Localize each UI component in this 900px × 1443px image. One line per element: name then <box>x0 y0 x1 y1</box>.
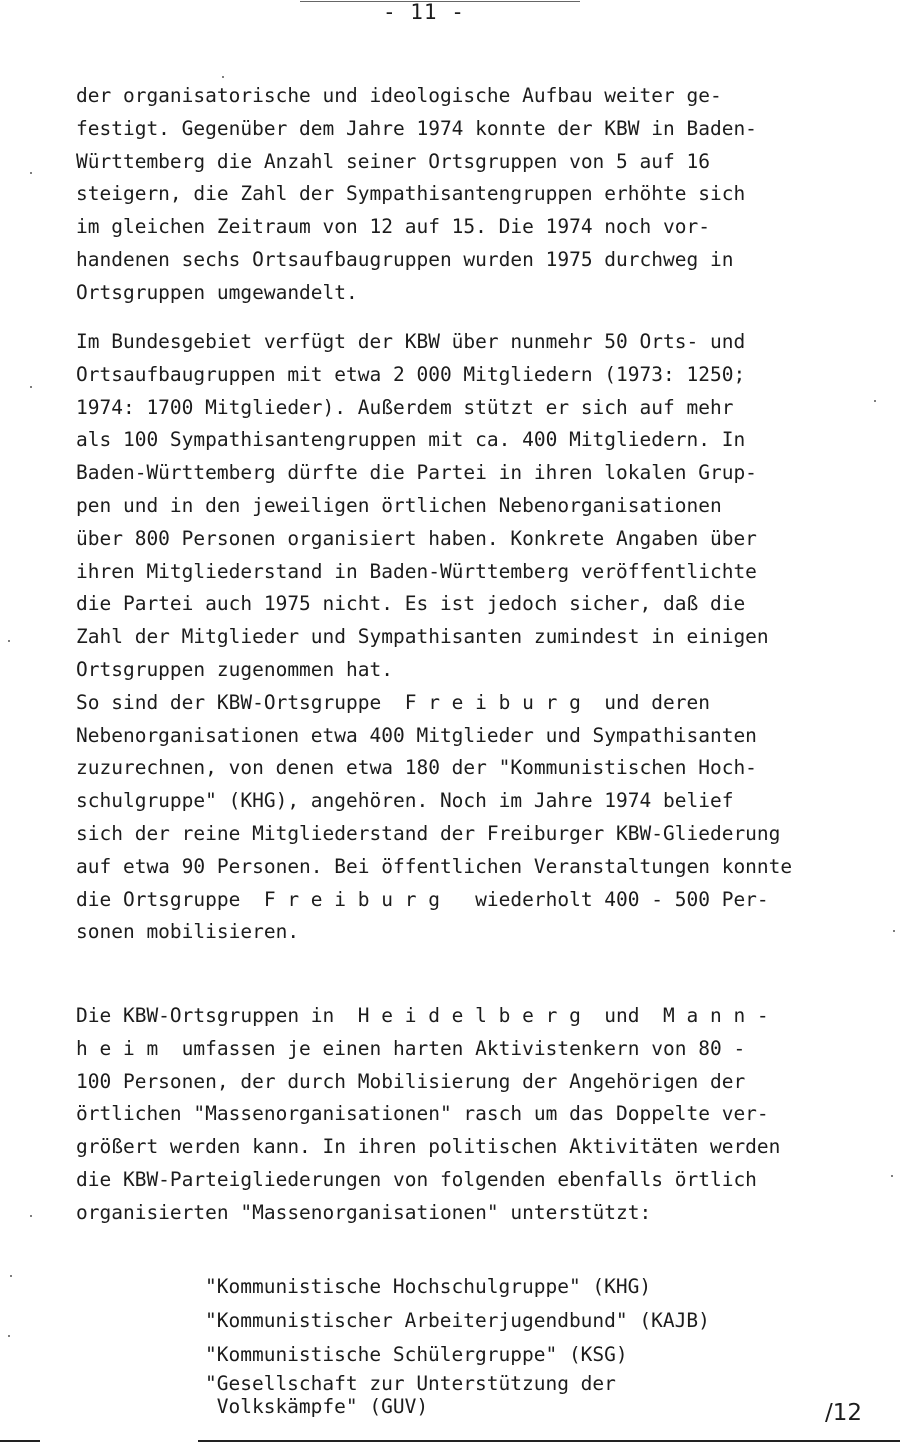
text-line: Baden-Württemberg dürfte die Partei in ihren lokalen Grup- <box>76 461 757 485</box>
scan-speck <box>891 1175 893 1177</box>
text-line: steigern, die Zahl der Sympathisantengruppen erhöhte sich <box>76 182 746 206</box>
text-line: pen und in den jeweiligen örtlichen Nebenorganisationen <box>76 493 722 517</box>
text-line: die KBW-Parteigliederungen von folgenden ebenfalls örtlich <box>76 1167 757 1191</box>
text-line: So sind der KBW-Ortsgruppe F r e i b u r g und deren <box>76 690 710 714</box>
text-line: ihren Mitgliederstand in Baden-Württemberg veröffentlichte <box>76 559 757 583</box>
text-line: der organisatorische und ideologische Aufbau weiter ge- <box>76 84 722 107</box>
paragraph-1 <box>76 80 757 310</box>
text-line: zuzurechnen, von denen etwa 180 der "Kommunistischen Hoch- <box>76 756 757 780</box>
organization-name: "Kommunistische Hochschulgruppe" (KHG) <box>205 1275 652 1298</box>
text-line: Nebenorganisationen etwa 400 Mitglieder und Sympathisanten <box>76 723 757 747</box>
list-item <box>205 1338 710 1372</box>
scan-speck <box>8 640 10 642</box>
paragraph-2 <box>76 326 792 949</box>
bottom-rule-right <box>198 1440 900 1442</box>
organization-name: "Gesellschaft zur Unterstützung der <box>205 1372 616 1395</box>
text-line: h e i m umfassen je einen harten Aktivistenkern von 80 - <box>76 1036 746 1060</box>
page-number: - 11 - <box>383 0 465 24</box>
text-line: Im Bundesgebiet verfügt der KBW über nunmehr 50 Orts- und <box>76 330 746 353</box>
text-line: im gleichen Zeitraum von 12 auf 15. Die 1974 noch vor- <box>76 215 710 239</box>
organization-name: "Kommunistischer Arbeiterjugendbund" (KAJB) <box>205 1309 710 1332</box>
text-line: größert werden kann. In ihren politischen Aktivitäten werden <box>76 1135 781 1159</box>
text-line: auf etwa 90 Personen. Bei öffentlichen Veranstaltungen konnte <box>76 854 793 878</box>
text-line: die Partei auch 1975 nicht. Es ist jedoch sicher, daß die <box>76 592 746 616</box>
organization-name: "Kommunistische Schülergruppe" (KSG) <box>205 1343 628 1366</box>
scan-speck <box>222 76 224 78</box>
next-page-marker: /12 <box>825 1400 863 1426</box>
text-line: Ortsgruppen zugenommen hat. <box>76 657 393 681</box>
text-line: sich der reine Mitgliederstand der Freiburger KBW-Gliederung <box>76 821 781 845</box>
text-line: 100 Personen, der durch Mobilisierung der Angehörigen der <box>76 1069 746 1093</box>
list-item <box>205 1372 710 1418</box>
text-line: Die KBW-Ortsgruppen in H e i d e l b e r g und M a n n - <box>76 1004 769 1027</box>
text-line: örtlichen "Massenorganisationen" rasch um das Doppelte ver- <box>76 1102 769 1126</box>
scan-speck <box>8 1335 10 1337</box>
text-line: über 800 Personen organisiert haben. Konkrete Angaben über <box>76 526 757 550</box>
text-line: Ortsgruppen umgewandelt. <box>76 280 358 304</box>
text-line: als 100 Sympathisantengruppen mit ca. 400 Mitgliedern. In <box>76 428 746 452</box>
bottom-rule-left <box>0 1440 40 1442</box>
text-line: schulgruppe" (KHG), angehören. Noch im Jahre 1974 belief <box>76 789 734 813</box>
text-line: Zahl der Mitglieder und Sympathisanten zumindest in einigen <box>76 625 769 649</box>
list-item <box>205 1304 710 1338</box>
list-item <box>205 1270 710 1304</box>
paragraph-3 <box>76 1000 780 1230</box>
organization-list <box>205 1270 710 1418</box>
scan-speck <box>10 1275 12 1277</box>
scan-speck <box>30 172 32 174</box>
scan-speck <box>893 930 895 932</box>
text-line: festigt. Gegenüber dem Jahre 1974 konnte der KBW in Baden- <box>76 116 757 140</box>
text-line: sonen mobilisieren. <box>76 920 300 944</box>
text-line: organisierten "Massenorganisationen" unterstützt: <box>76 1200 652 1224</box>
scan-speck <box>30 1215 32 1217</box>
scan-speck <box>874 400 876 402</box>
text-line: die Ortsgruppe F r e i b u r g wiederholt 400 - 500 Per- <box>76 887 769 911</box>
text-line: 1974: 1700 Mitglieder). Außerdem stützt er sich auf mehr <box>76 395 734 419</box>
text-line: handenen sechs Ortsaufbaugruppen wurden 1975 durchweg in <box>76 247 734 271</box>
text-line: Württemberg die Anzahl seiner Ortsgruppen von 5 auf 16 <box>76 149 710 173</box>
organization-name-continued: Volkskämpfe" (GUV) <box>205 1395 429 1418</box>
scan-speck <box>30 386 32 388</box>
text-line: Ortsaufbaugruppen mit etwa 2 000 Mitgliedern (1973: 1250; <box>76 362 746 386</box>
